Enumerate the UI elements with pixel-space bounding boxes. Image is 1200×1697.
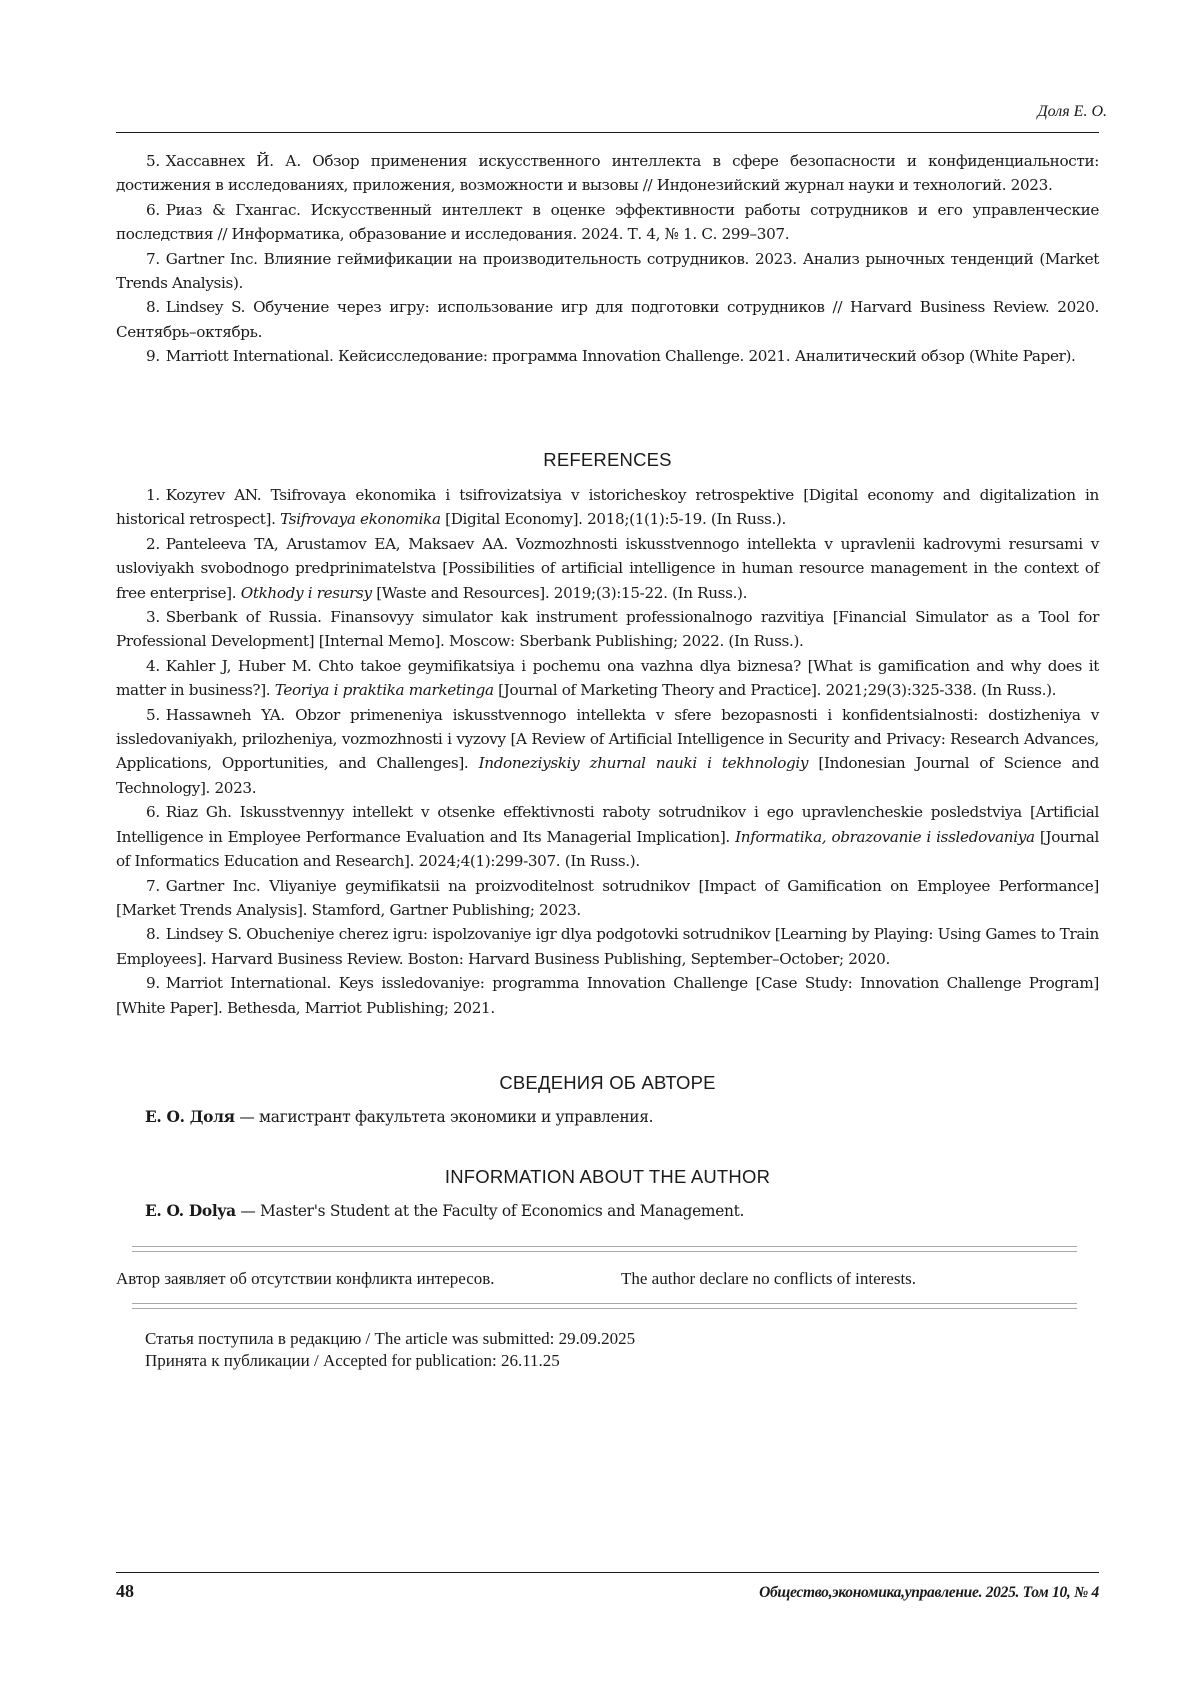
accepted-date: Принята к публикации / Accepted for publication: 26.11.25 [145, 1351, 560, 1370]
author-info-heading-ru: СВЕДЕНИЯ ОБ АВТОРЕ [499, 1072, 716, 1093]
reference-item: 4. Kahler J, Huber M. Chto takoe geymifikatsiya i pochemu ona vazhna dlya biznesa? [What is gamification and why does it matter in business?]. Teoriya i praktika marketinga [Journal of Marketing Theory and Practice]. 2021;29(3):325-338. (In Russ.). [116, 656, 1099, 700]
running-head: Доля Е. О. [1037, 103, 1107, 120]
divider [132, 1246, 1077, 1252]
reference-item: 5. Хассавнех Й. А. Обзор применения искусственного интеллекта в сфере безопасности и конфиденциальности: достижения в исследованиях, приложения, возможности и вызовы // Индонезийский журнал науки и технологий. 2023. [116, 152, 1099, 195]
author-name: E. O. Dolya [145, 1202, 236, 1220]
author-info-heading-en: INFORMATION ABOUT THE AUTHOR [444, 1166, 771, 1187]
footer-rule [116, 1572, 1099, 1573]
reference-item: 6. Riaz Gh. Iskusstvennyy intellekt v otsenke effektivnosti raboty sotrudnikov i ego upravlencheskie posledstviya [Artificial Intelligence in Employee Performance Evaluation and Its Managerial Implication]. Informatika, obrazovanie i issledovaniya [Journal of Informatics Education and Research]. 2024;4(1):299-307. (In Russ.). [116, 803, 1099, 871]
russian-reference-list [116, 149, 1099, 369]
reference-item: 7. Gartner Inc. Влияние геймификации на производительность сотрудников. 2023. Анализ рыночных тенденций (Market Trends Analysis). [116, 249, 1099, 293]
divider [132, 1303, 1077, 1309]
reference-item: 9. Marriot International. Keys issledovaniye: programma Innovation Challenge [Case Study: Innovation Challenge Program] [White Paper]. Bethesda, Marriot Publishing; 2021. [116, 974, 1099, 1017]
header-rule [116, 132, 1099, 133]
reference-item: 8. Lindsey S. Obucheniye cherez igru: ispolzovaniye igr dlya podgotovki sotrudnikov [Learning by Playing: Using Games to Train Employees]. Harvard Business Review. Boston: Harvard Business Publishing, September–October; 2020. [116, 925, 1099, 968]
page-number: 48 [116, 1581, 134, 1601]
article-dates [145, 1328, 635, 1372]
reference-item: 8. Lindsey S. Обучение через игру: использование игр для подготовки сотрудников // Harvard Business Review. 2020. Сентябрь–октябрь. [116, 298, 1099, 341]
references-list [116, 483, 1099, 1020]
reference-item: 9. Marriott International. Кейсисследование: программа Innovation Challenge. 2021. Аналитический обзор (White Paper). [146, 347, 1076, 366]
reference-item: 6. Риаз & Гхангас. Искусственный интеллект в оценке эффективности работы сотрудников и его управленческие последствия // Информатика, образование и исследования. 2024. Т. 4, № 1. С. 299–307. [116, 200, 1099, 244]
reference-item: 1. Kozyrev AN. Tsifrovaya ekonomika i tsifrovizatsiya v istoricheskoy retrospektive [Digital economy and digitalization in historical retrospect]. Tsifrovaya ekonomika [Digital Economy]. 2018;(1(1):5-19. (In Russ.). [116, 486, 1099, 529]
reference-item: 5. Hassawneh YA. Obzor primeneniya iskusstvennogo intellekta v sfere bezopasnosti i konfidentsialnosti: dostizheniya v issledovaniyakh, prilozheniya, vozmozhnosti i vyzovy [A Review of Artificial Intelligence in Security and Privacy: Research Advances, Applications, Opportunities, and Challenges]. Indoneziyskiy zhurnal nauki i tekhnologiy [Indonesian Journal of Science and Technology]. 2023. [116, 705, 1099, 797]
references-heading: REFERENCES [543, 449, 672, 470]
author-name: Е. О. Доля [145, 1108, 235, 1126]
author-info-en: E. O. Dolya — Master's Student at the Faculty of Economics and Management. [145, 1202, 745, 1220]
submitted-date: Статья поступила в редакцию / The article was submitted: 29.09.2025 [145, 1329, 636, 1348]
conflict-statement-ru: Автор заявляет об отсутствии конфликта интересов. [116, 1269, 495, 1288]
reference-item: 3. Sberbank of Russia. Finansovyy simulator kak instrument professionalnogo razvitiya [Financial Simulator as a Tool for Professional Development] [Internal Memo]. Moscow: Sberbank Publishing; 2022. (In Russ.). [116, 608, 1099, 651]
journal-citation: Общество,экономика,управление. 2025. Том 10, № 4 [759, 1584, 1099, 1601]
reference-item: 7. Gartner Inc. Vliyaniye geymifikatsii na proizvoditelnost sotrudnikov [Impact of Gamification on Employee Performance] [Market Trends Analysis]. Stamford, Gartner Publishing; 2023. [116, 876, 1099, 919]
conflict-statement-en: The author declare no conflicts of interests. [621, 1269, 917, 1288]
author-info-ru: Е. О. Доля — магистрант факультета экономики и управления. [145, 1108, 654, 1126]
reference-item: 2. Panteleeva TA, Arustamov EA, Maksaev AA. Vozmozhnosti iskusstvennogo intellekta v upravlenii kadrovymi resursami v usloviyakh svobodnogo predprinimatelstva [Possibilities of artificial intelligence in human resource management in the context of free enterprise]. Otkhody i resursy [Waste and Resources]. 2019;(3):15-22. (In Russ.). [116, 534, 1099, 602]
